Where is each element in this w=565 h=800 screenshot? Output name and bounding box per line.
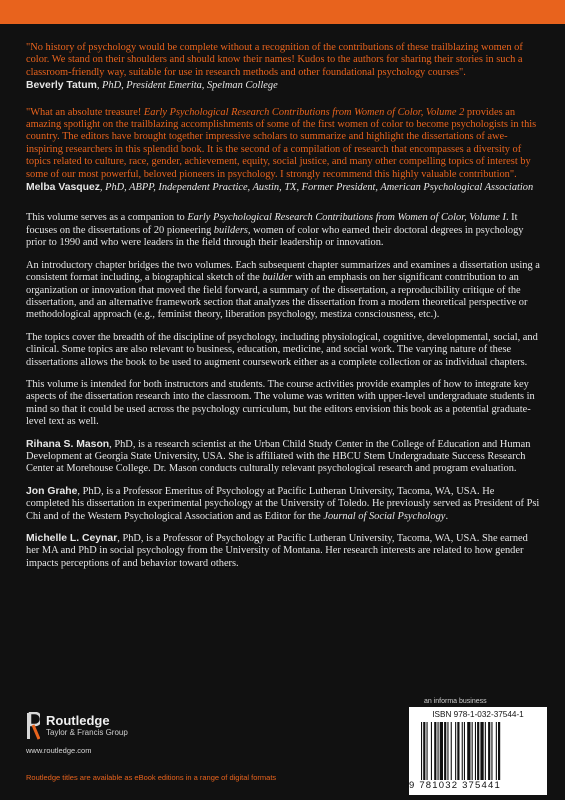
publisher-logo xyxy=(26,712,128,740)
book-description xyxy=(26,212,540,428)
description-paragraph: This volume is intended for both instructors and students. The course activities provide examples of how to integrate key aspects of the dissertation research into the classroom. The volume was written with upper-level undergraduate students in mind so that it could be used across the psychology curriculum, but the editors envision this book as a potential graduate-level text as well. xyxy=(26,378,535,428)
publisher-name: Routledge xyxy=(46,713,110,728)
ebook-note: Routledge titles are available as eBook editions in a range of digital formats xyxy=(26,773,277,782)
editor-bio: Jon Grahe, PhD, is a Professor Emeritus of Psychology at Pacific Lutheran University, Tacoma, WA, USA. He completed his dissertation in experimental psychology at the University of Toledo. He previously served as President of Psi Chi and of the Western Psychological Association and as Editor for the Journal of Social Psychology. xyxy=(26,485,540,522)
informa-tagline: an informa business xyxy=(424,698,487,705)
barcode-number: 9 781032 375441 xyxy=(409,780,501,791)
editor-bios xyxy=(26,439,540,571)
back-cover-content xyxy=(26,42,540,580)
publisher-subtitle: Taylor & Francis Group xyxy=(46,728,128,737)
endorsement-vasquez xyxy=(26,107,540,195)
top-accent-bar xyxy=(0,0,565,24)
endorsement-quote: "What an absolute treasure! Early Psychological Research Contributions from Women of Color, Volume 2 provides an amazing spotlight on the trailblazing accomplishments of some of the first women of color to become psychologists in this country. The editors have brought together impressive scholars to summarize and highlight the dissertations of awe-inspiring researchers in this splendid book. It is the second of a compilation of research that encompasses a diversity of topics related to culture, race, gender, achievement, equity, social justice, and many other compelling topics of interest by some of our most powerful, beloved pioneers in psychology. I strongly recommend this highly valuable contribution". xyxy=(26,106,537,180)
barcode-panel xyxy=(409,707,547,795)
endorsement-attribution: Beverly Tatum, PhD, President Emerita, Spelman College xyxy=(26,80,278,92)
endorsement-quote: "No history of psychology would be complete without a recognition of the contributions of these trailblazing women of color. We stand on their shoulders and should know their names! Kudos to the authors for sharing their stories in such a classroom-friendly way, suitable for use in research methods and other foundational psychology courses". xyxy=(26,42,523,78)
description-paragraph: An introductory chapter bridges the two volumes. Each subsequent chapter summarizes and examines a dissertation using a consistent format including, a biographical sketch of the builder with an emphasis on her significant contribution to an organization or innovation that moved the field forward, a summary of the dissertation, a reproducibility critique of the dissertation, and an alternative framework section that analyzes the dissertation from a modern theoretical perspective or methodological approach (e.g., feminist theory, liberation psychology, mestiza consciousness, etc.). xyxy=(26,259,540,321)
barcode-icon xyxy=(421,722,535,780)
isbn-text: ISBN 978-1-032-37544-1 xyxy=(432,710,524,719)
editor-bio: Michelle L. Ceynar, PhD, is a Professor of Psychology at Pacific Lutheran University, Tacoma, WA, USA. She earned her MA and PhD in social psychology from the University of Montana. Her research interests are related to how gender impacts perceptions of and behavior toward others. xyxy=(26,533,528,569)
endorsement-attribution: Melba Vasquez, PhD, ABPP, Independent Practice, Austin, TX, Former President, American Psychological Association xyxy=(26,182,534,194)
editor-bio: Rihana S. Mason, PhD, is a research scientist at the Urban Child Study Center in the College of Education and Human Development at Georgia State University, USA. She is affiliated with the HBCU Stem Undergraduate Success Research Center at Morehouse College. Dr. Mason conducts culturally relevant psychological research and program evaluation. xyxy=(26,438,531,475)
description-paragraph: This volume serves as a companion to Early Psychological Research Contributions from Women of Color, Volume I. It focuses on the dissertations of 20 pioneering builders, women of color who earned their doctoral degrees in psychology prior to 1990 and who were leaders in the field through their leadership or innovation. xyxy=(26,212,524,249)
publisher-website-link[interactable]: www.routledge.com xyxy=(26,746,92,755)
routledge-mark-icon xyxy=(26,712,40,740)
endorsement-tatum xyxy=(26,42,540,93)
description-paragraph: The topics cover the breadth of the discipline of psychology, including physiological, cognitive, developmental, social, and clinical. Some topics are also relevant to business, education, medicine, and social work. The varying nature of these dissertations allows the book to be used to augment coursework either as a complete collection or as individual chapters. xyxy=(26,331,538,368)
